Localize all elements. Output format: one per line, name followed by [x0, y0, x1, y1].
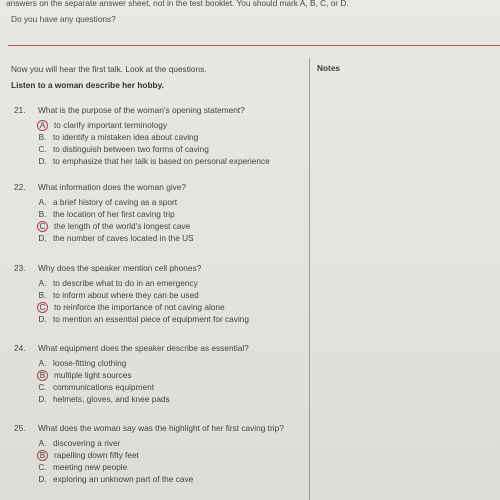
option-text: the length of the world's longest cave: [54, 221, 191, 231]
question-text: What equipment does the speaker describe as essential?: [38, 343, 249, 353]
option-letter: C.: [38, 462, 47, 472]
option-text: meeting new people: [53, 462, 128, 472]
option-text: multiple light sources: [54, 370, 132, 380]
option-c[interactable]: [38, 462, 127, 474]
option-letter: D.: [38, 233, 47, 243]
circled-answer-mark: C: [37, 302, 48, 313]
notes-heading: Notes: [317, 63, 341, 73]
option-text: to clarify important terminology: [54, 120, 167, 130]
option-b[interactable]: [38, 290, 199, 302]
option-a[interactable]: [38, 120, 167, 132]
option-d[interactable]: [38, 156, 270, 168]
option-d[interactable]: [38, 233, 194, 245]
option-d[interactable]: [38, 314, 249, 326]
option-letter: B.: [38, 132, 47, 142]
instructions-text: answers on the separate answer sheet, not in the test booklet. You should mark A, B, C, or D.: [6, 0, 349, 8]
question-number: 23.: [14, 263, 26, 273]
option-text: discovering a river: [53, 438, 121, 448]
intro-text: Now you will hear the first talk. Look at the questions.: [11, 64, 207, 74]
option-b[interactable]: [38, 370, 131, 382]
option-text: a brief history of caving as a sport: [53, 197, 178, 207]
option-b[interactable]: [38, 209, 175, 221]
question-number: 22.: [14, 182, 26, 192]
option-letter: A.: [38, 197, 47, 207]
option-letter: A.: [38, 358, 47, 368]
circled-answer-mark: B: [37, 450, 48, 461]
option-text: to identify a mistaken idea about caving: [53, 132, 199, 142]
option-letter: D.: [38, 474, 47, 484]
option-c[interactable]: [38, 221, 190, 233]
question-number: 24.: [14, 343, 26, 353]
question-number: 25.: [14, 423, 26, 433]
option-letter: A.: [38, 278, 47, 288]
option-text: loose-fitting clothing: [53, 358, 127, 368]
option-b[interactable]: [38, 132, 198, 144]
option-letter: A.: [38, 438, 47, 448]
option-text: to distinguish between two forms of caving: [53, 144, 209, 154]
circled-answer-mark: C: [37, 221, 48, 232]
option-text: communications equipment: [53, 382, 154, 392]
option-text: to emphasize that her talk is based on personal experience: [53, 156, 270, 166]
option-letter: B.: [38, 290, 47, 300]
circled-answer-mark: B: [37, 370, 48, 381]
question-text: Why does the speaker mention cell phones?: [38, 263, 202, 273]
option-c[interactable]: [38, 144, 209, 156]
option-d[interactable]: [38, 394, 170, 406]
option-text: to describe what to do in an emergency: [53, 278, 198, 288]
option-c[interactable]: [38, 302, 225, 314]
option-text: helmets, gloves, and knee pads: [53, 394, 170, 404]
option-a[interactable]: [38, 358, 126, 370]
option-letter: D.: [38, 394, 47, 404]
option-b[interactable]: [38, 450, 139, 462]
notes-column-divider: [309, 58, 310, 500]
option-letter: D.: [38, 156, 47, 166]
option-text: to mention an essential piece of equipment for caving: [53, 314, 250, 324]
question-text: What is the purpose of the woman's opening statement?: [38, 105, 245, 115]
option-text: the location of her first caving trip: [53, 209, 175, 219]
option-text: the number of caves located in the US: [53, 233, 194, 243]
option-letter: B.: [38, 209, 47, 219]
question-text: What does the woman say was the highlight of her first caving trip?: [38, 423, 284, 433]
option-a[interactable]: [38, 438, 120, 450]
option-letter: C.: [38, 382, 47, 392]
option-d[interactable]: [38, 474, 193, 486]
option-a[interactable]: [38, 197, 177, 209]
section-divider: [8, 45, 500, 46]
option-letter: C.: [38, 144, 47, 154]
option-text: rapelling down fifty feet: [54, 450, 139, 460]
circled-answer-mark: A: [37, 120, 48, 131]
any-questions-text: Do you have any questions?: [11, 14, 116, 24]
option-a[interactable]: [38, 278, 198, 290]
question-text: What information does the woman give?: [38, 182, 187, 192]
question-number: 21.: [14, 105, 26, 115]
option-text: exploring an unknown part of the cave: [53, 474, 194, 484]
option-text: to reinforce the importance of not caving alone: [54, 302, 225, 312]
option-text: to inform about where they can be used: [53, 290, 199, 300]
listen-instruction: Listen to a woman describe her hobby.: [11, 80, 164, 90]
option-c[interactable]: [38, 382, 154, 394]
option-letter: D.: [38, 314, 47, 324]
